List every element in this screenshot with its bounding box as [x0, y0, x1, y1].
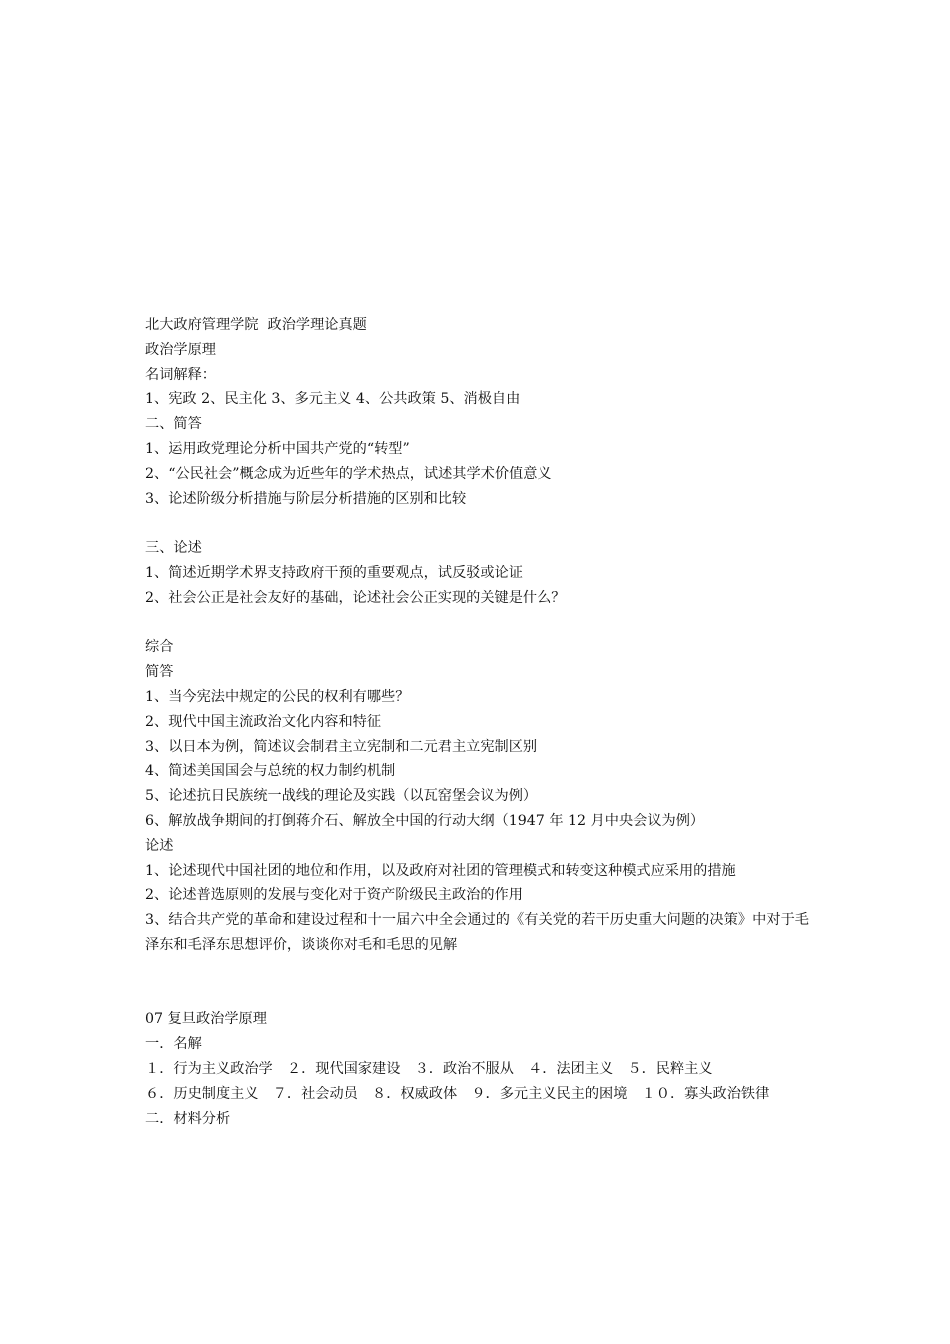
question-item: 2、论述普选原则的发展与变化对于资产阶级民主政治的作用 — [145, 887, 523, 904]
question-item: 3、以日本为例，简述议会制君主立宪制和二元君主立宪制区别 — [145, 738, 538, 755]
question-item: 6、解放战争期间的打倒蒋介石、解放全中国的行动大纲（1947 年 12 月中央会议为例） — [145, 812, 705, 829]
question-item: 1、论述现代中国社团的地位和作用，以及政府对社团的管理模式和转变这种模式应采用的措施 — [145, 862, 736, 879]
question-item: 2、社会公正是社会友好的基础，论述社会公正实现的关键是什么？ — [145, 589, 566, 606]
heading-essay: 三、论述 — [145, 540, 202, 557]
blank-line — [145, 958, 809, 1008]
heading-term-explanation: 名词解释： — [145, 366, 216, 383]
question-item: 1、运用政党理论分析中国共产党的“转型” — [145, 440, 410, 457]
question-item: 2、“公民社会”概念成为近些年的学术热点，试述其学术价值意义 — [145, 465, 552, 482]
heading-essay: 论述 — [145, 837, 174, 854]
heading-term-explanation: 一．名解 — [145, 1036, 202, 1053]
question-item: 3、结合共产党的革命和建设过程和十一届六中全会通过的《有关党的若干历史重大问题的决策》中对于毛泽东和毛泽东思想评价，谈谈你对毛和毛思的见解 — [145, 912, 809, 953]
document-title: 北大政府管理学院 政治学理论真题 — [145, 317, 367, 333]
heading-short-answer: 简答 — [145, 664, 174, 681]
question-item: 1、当今宪法中规定的公民的权利有哪些？ — [145, 688, 410, 705]
question-item: 5、论述抗日民族统一战线的理论及实践（以瓦窑堡会议为例） — [145, 788, 538, 805]
section-title-comprehensive: 综合 — [145, 639, 174, 656]
question-item: 2、现代中国主流政治文化内容和特征 — [145, 713, 382, 730]
document-body — [145, 313, 809, 1131]
question-item: 4、简述美国国会与总统的权力制约机制 — [145, 763, 396, 780]
question-item: 1、简述近期学术界支持政府干预的重要观点，试反驳或论证 — [145, 564, 523, 581]
blank-line — [145, 511, 809, 536]
question-item: 3、论述阶级分析措施与阶层分析措施的区别和比较 — [145, 490, 467, 507]
term-list: ６．历史制度主义 ７．社会动员 ８．权威政体 ９．多元主义民主的困境 １０．寡头政治铁律 — [145, 1085, 770, 1102]
heading-short-answer: 二、简答 — [145, 416, 202, 433]
section-title-fudan: 07 复旦政治学原理 — [145, 1011, 267, 1028]
blank-line — [145, 611, 809, 636]
heading-material-analysis: 二．材料分析 — [145, 1110, 231, 1127]
section-title-principles: 政治学原理 — [145, 341, 216, 358]
term-list: 1、宪政 2、民主化 3、多元主义 4、公共政策 5、消极自由 — [145, 391, 521, 408]
term-list: １．行为主义政治学 ２．现代国家建设 ３．政治不服从 ４．法团主义 ５．民粹主义 — [145, 1060, 713, 1077]
